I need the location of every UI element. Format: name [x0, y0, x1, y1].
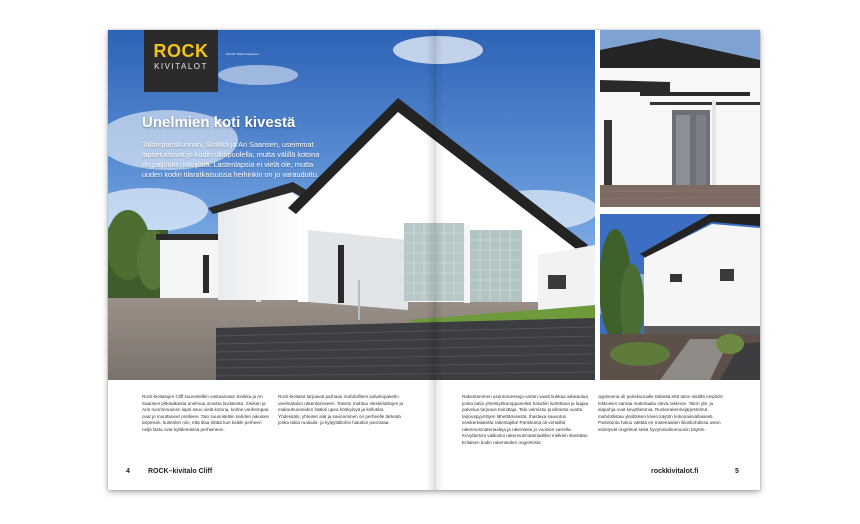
body-column-3: Rakentaminen asuntomessuja varten vaatii tiukkaa aikataulua jonka takia yhteistyökumppaneiksi haluttiin luotettava ja laajaa palvelua tarjoava toimittaja. Talo valmistui puolitoista vuotta tarjouspyyntöjen lähettämisestä. Ihastava saavutus ensikertalaisilta rakentajilta! Pariskunta oli vertaillut rakennusmateriaaleja ja rakenteita jo vuosien varrella. Kevytbetoni valikoitui rakennusmateriaaliksi melkein itsestään. Erilaisen kodin rakenteiden ongelmista [462, 394, 589, 445]
photo-credit: KUVAT: Mikko Kaipainen [226, 52, 259, 56]
logo-sub-text: KIVITALOT [154, 62, 208, 71]
left-running-title: ROCK–kivitalo Cliff [148, 468, 213, 475]
body-column-1: Rock-kivitalojen Cliff suunniteltiin vastaamaan Sinikka ja Ari Saarisen pitkäaikaisia unelmaa omasta kivitalosta. Sinikan ja Arin nuorimmainen lapsi asuu vielä kotona, kolme vanhempaa ovat jo muuttaneet omilleen. Talo suunniteltiin kahden aikuisen tarpeisiin, kuitenkin niin, että tilaa riittää kun kaikki perheen neljä lasta ovat kylälemässä perheineen. [142, 394, 270, 432]
rock-kivitalot-logo [144, 30, 218, 92]
body-column-4: oppineena oli pariskunnalle tärkeää että talon sisältä umpäriö lokkoisen samaa materiaalia oleva rakenne. Talon ylä- ja alapohja ovat kevytbetonia. Runkorakennejärjestelmä mahdollistaa yksilölisen kiven käytön kokonaisvaltaisesti. Pariskunta haluu välttää eri materiaalien liitoskohdissa usein esiintyvät ongelmat sekä hyvyriosaikumuovin käytön. [598, 394, 723, 432]
article-headline: Unelmien koti kivestä [142, 114, 296, 131]
right-running-url: rockkivitalot.fi [651, 468, 699, 475]
right-page-number: 5 [735, 468, 739, 475]
body-column-2: Rock-kivitalot tarjoavat parhaan mahdollisen palvelupaketin unelmatalon rakentamiseen. Talosm mahtuu oleskelutilojen ja makuuhuoneiden lisäksi upea köökyloyä ja kellotilat. Yhdessälo, yhteiset alat ja saunominen on perheelle tärkeää jonka takia ruokailu- ja kylpylätilohin haluttiin panostaa. [278, 394, 404, 425]
logo-main-text: ROCK [153, 41, 209, 61]
article-intro: Talon pariskunnan, Sinikka ja Ari Saarisen, useimmat lapset asuvat jo kodin ulkopuolella, mutta välillä kotona on paljonkin kävijöitä. Lastenlapsia ei vielä ole, mutta uuden kodin tilaratkaisuissa heihinkin on jo varauduttu. [142, 140, 320, 179]
garden-side-photo [600, 214, 760, 380]
entrance-photo [600, 30, 760, 207]
magazine-spread [108, 30, 760, 490]
left-page-number: 4 [126, 468, 130, 475]
